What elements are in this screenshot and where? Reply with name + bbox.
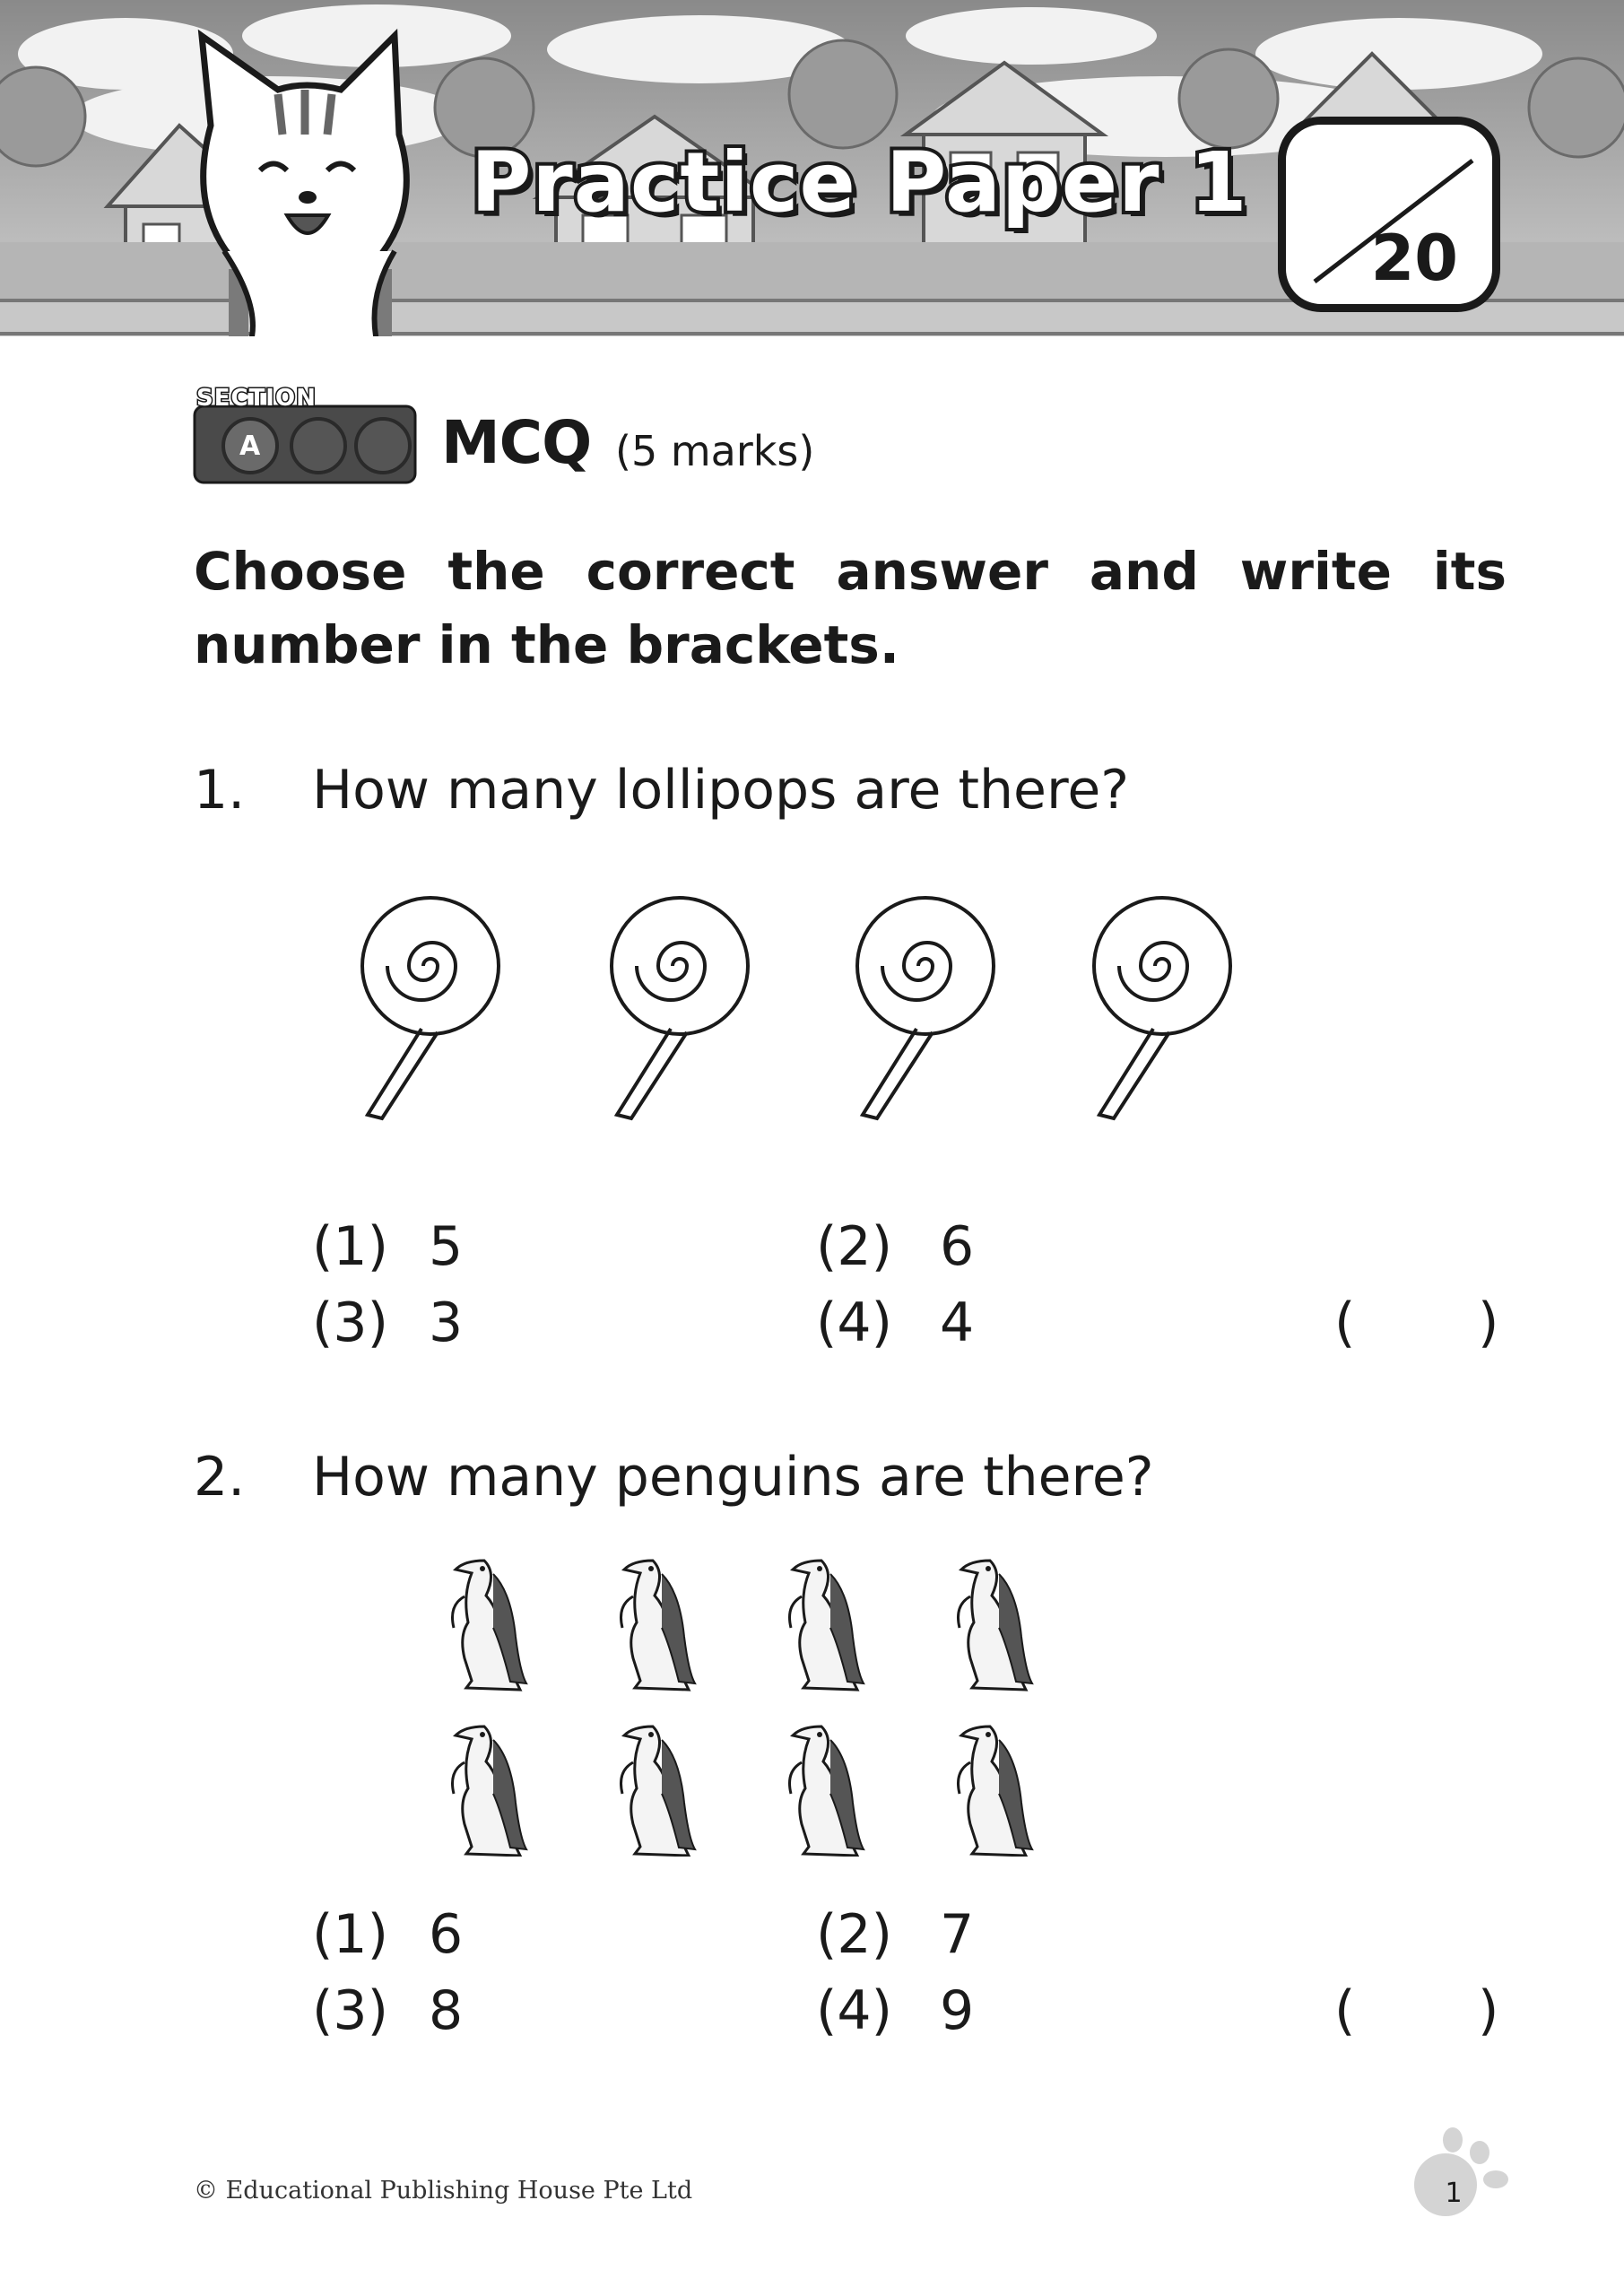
q2-option-4-label: (4) <box>816 1979 892 2042</box>
q2-answer-bracket-close[interactable]: ) <box>1478 1979 1499 2042</box>
lollipops-illustration <box>350 892 1255 1121</box>
penguin-icon <box>790 1561 864 1690</box>
penguin-icon <box>453 1726 527 1856</box>
q2-option-3-label: (3) <box>312 1979 388 2042</box>
lollipop-icon <box>362 898 499 1118</box>
q2-answer-bracket-open[interactable]: ( <box>1334 1979 1356 2042</box>
section-marks: (5 marks) <box>615 427 815 475</box>
question-2-text: How many penguins are there? <box>312 1446 1154 1509</box>
q1-option-1-value: 5 <box>429 1215 464 1278</box>
question-1-text: How many lollipops are there? <box>312 759 1130 822</box>
q2-option-1-value: 6 <box>429 1903 464 1966</box>
lollipop-icon <box>1094 898 1230 1118</box>
q1-answer-bracket-open[interactable]: ( <box>1334 1292 1356 1354</box>
lollipop-icon <box>612 898 748 1118</box>
q1-option-4-label: (4) <box>816 1292 892 1354</box>
q1-option-4-value: 4 <box>940 1292 975 1354</box>
q2-option-1-label: (1) <box>312 1903 388 1966</box>
section-label: SECTION <box>196 385 317 412</box>
q2-option-2-label: (2) <box>816 1903 892 1966</box>
lollipop-icon <box>857 898 994 1118</box>
q2-option-3-value: 8 <box>429 1979 464 2042</box>
penguin-icon <box>790 1726 864 1856</box>
page-title: Practice Paper 1 <box>471 135 1248 230</box>
q1-option-1-label: (1) <box>312 1215 388 1278</box>
instructions: Choose the correct answer and write its number in the brackets. <box>194 541 1507 675</box>
penguin-icon <box>959 1726 1033 1856</box>
q2-option-4-value: 9 <box>940 1979 975 2042</box>
penguin-icon <box>959 1561 1033 1690</box>
question-2-number: 2. <box>194 1446 246 1509</box>
q1-option-3-label: (3) <box>312 1292 388 1354</box>
section-type: MCQ <box>441 408 592 477</box>
q1-option-2-label: (2) <box>816 1215 892 1278</box>
q1-option-3-value: 3 <box>429 1292 464 1354</box>
score-total: 20 <box>1370 222 1458 295</box>
q1-answer-bracket-close[interactable]: ) <box>1478 1292 1499 1354</box>
page-number: 1 <box>1445 2178 1463 2209</box>
section-letter: A <box>239 430 261 462</box>
penguin-icon <box>621 1726 696 1856</box>
q2-option-2-value: 7 <box>940 1903 975 1966</box>
section-badge <box>193 381 417 484</box>
question-1-number: 1. <box>194 759 246 822</box>
paw-print-icon <box>1408 2126 1515 2224</box>
score-box <box>1278 117 1500 312</box>
penguin-icon <box>453 1561 527 1690</box>
penguins-illustration <box>448 1547 1067 1857</box>
q1-option-2-value: 6 <box>940 1215 975 1278</box>
penguin-icon <box>621 1561 696 1690</box>
copyright-text: © Educational Publishing House Pte Ltd <box>194 2177 693 2205</box>
